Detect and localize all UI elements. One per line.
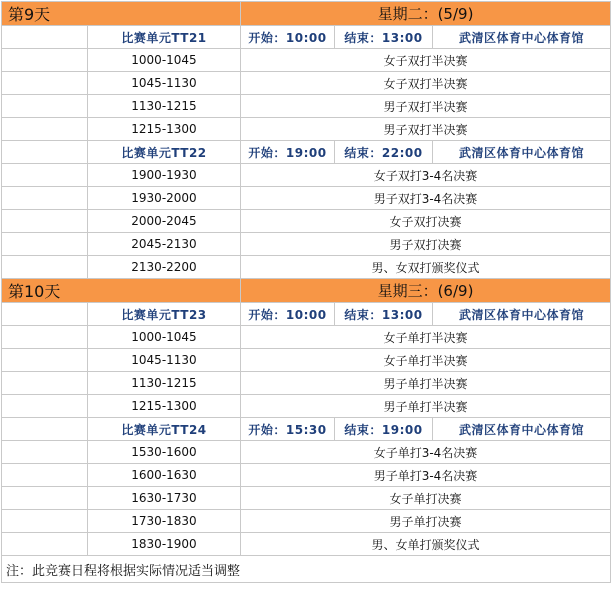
match-row <box>2 210 611 233</box>
match-time: 1045-1130 <box>88 72 241 95</box>
match-spacer <box>2 49 88 72</box>
match-spacer <box>2 95 88 118</box>
session-spacer <box>2 418 88 441</box>
match-event: 女子双打半决赛 <box>241 49 611 72</box>
session-end: 结束：19:00 <box>335 418 433 441</box>
session-unit: 比赛单元TT21 <box>88 26 241 49</box>
match-event: 男子双打半决赛 <box>241 95 611 118</box>
day-header-row <box>2 279 611 303</box>
match-event: 男子单打半决赛 <box>241 372 611 395</box>
session-end: 结束：22:00 <box>335 141 433 164</box>
match-time: 2130-2200 <box>88 256 241 279</box>
match-time: 1130-1215 <box>88 95 241 118</box>
day-label: 第10天 <box>2 279 241 303</box>
match-row <box>2 49 611 72</box>
day-header-row <box>2 2 611 26</box>
match-time: 2000-2045 <box>88 210 241 233</box>
match-time: 1900-1930 <box>88 164 241 187</box>
match-event: 女子单打3-4名决赛 <box>241 441 611 464</box>
session-header-row <box>2 418 611 441</box>
session-header-row <box>2 26 611 49</box>
match-event: 男子双打决赛 <box>241 233 611 256</box>
day-weekday: 星期三：(6/9) <box>241 279 611 303</box>
match-row <box>2 233 611 256</box>
session-venue: 武清区体育中心体育馆 <box>433 141 611 164</box>
session-venue: 武清区体育中心体育馆 <box>433 418 611 441</box>
match-spacer <box>2 164 88 187</box>
session-header-row <box>2 303 611 326</box>
match-spacer <box>2 533 88 556</box>
match-row <box>2 164 611 187</box>
session-unit: 比赛单元TT24 <box>88 418 241 441</box>
match-spacer <box>2 487 88 510</box>
session-start: 开始：10:00 <box>241 303 335 326</box>
match-row <box>2 464 611 487</box>
session-spacer <box>2 26 88 49</box>
session-venue: 武清区体育中心体育馆 <box>433 303 611 326</box>
match-row <box>2 441 611 464</box>
match-event: 女子双打半决赛 <box>241 72 611 95</box>
session-unit: 比赛单元TT23 <box>88 303 241 326</box>
match-row <box>2 256 611 279</box>
match-spacer <box>2 210 88 233</box>
match-event: 女子单打决赛 <box>241 487 611 510</box>
match-event: 男子双打半决赛 <box>241 118 611 141</box>
match-spacer <box>2 510 88 533</box>
match-time: 1530-1600 <box>88 441 241 464</box>
match-time: 1215-1300 <box>88 395 241 418</box>
match-time: 2045-2130 <box>88 233 241 256</box>
match-event: 女子单打半决赛 <box>241 349 611 372</box>
match-row <box>2 395 611 418</box>
match-row <box>2 72 611 95</box>
match-event: 男子单打决赛 <box>241 510 611 533</box>
session-unit: 比赛单元TT22 <box>88 141 241 164</box>
schedule-table <box>1 1 611 583</box>
schedule-note: 注：此竞赛日程将根据实际情况适当调整 <box>2 556 611 583</box>
match-row <box>2 187 611 210</box>
match-row <box>2 510 611 533</box>
session-end: 结束：13:00 <box>335 26 433 49</box>
match-spacer <box>2 256 88 279</box>
session-end: 结束：13:00 <box>335 303 433 326</box>
match-event: 女子双打决赛 <box>241 210 611 233</box>
match-spacer <box>2 395 88 418</box>
match-spacer <box>2 233 88 256</box>
match-event: 男子单打半决赛 <box>241 395 611 418</box>
match-row <box>2 118 611 141</box>
match-time: 1000-1045 <box>88 49 241 72</box>
day-weekday: 星期二：(5/9) <box>241 2 611 26</box>
match-time: 1130-1215 <box>88 372 241 395</box>
match-row <box>2 349 611 372</box>
session-start: 开始：19:00 <box>241 141 335 164</box>
session-start: 开始：15:30 <box>241 418 335 441</box>
match-time: 1215-1300 <box>88 118 241 141</box>
match-time: 1045-1130 <box>88 349 241 372</box>
schedule-body <box>2 2 611 556</box>
match-time: 1000-1045 <box>88 326 241 349</box>
match-row <box>2 372 611 395</box>
session-spacer <box>2 141 88 164</box>
match-event: 女子单打半决赛 <box>241 326 611 349</box>
match-event: 男子单打3-4名决赛 <box>241 464 611 487</box>
match-spacer <box>2 187 88 210</box>
match-spacer <box>2 72 88 95</box>
match-row <box>2 487 611 510</box>
session-spacer <box>2 303 88 326</box>
match-spacer <box>2 118 88 141</box>
day-label: 第9天 <box>2 2 241 26</box>
match-row <box>2 533 611 556</box>
session-header-row <box>2 141 611 164</box>
session-venue: 武清区体育中心体育馆 <box>433 26 611 49</box>
match-spacer <box>2 326 88 349</box>
match-time: 1730-1830 <box>88 510 241 533</box>
session-start: 开始：10:00 <box>241 26 335 49</box>
match-event: 女子双打3-4名决赛 <box>241 164 611 187</box>
match-spacer <box>2 441 88 464</box>
note-row <box>2 556 611 583</box>
match-spacer <box>2 372 88 395</box>
match-time: 1630-1730 <box>88 487 241 510</box>
match-time: 1930-2000 <box>88 187 241 210</box>
match-row <box>2 95 611 118</box>
match-row <box>2 326 611 349</box>
match-spacer <box>2 464 88 487</box>
match-event: 男、女单打颁奖仪式 <box>241 533 611 556</box>
match-event: 男子双打3-4名决赛 <box>241 187 611 210</box>
match-spacer <box>2 349 88 372</box>
match-time: 1600-1630 <box>88 464 241 487</box>
match-time: 1830-1900 <box>88 533 241 556</box>
match-event: 男、女双打颁奖仪式 <box>241 256 611 279</box>
